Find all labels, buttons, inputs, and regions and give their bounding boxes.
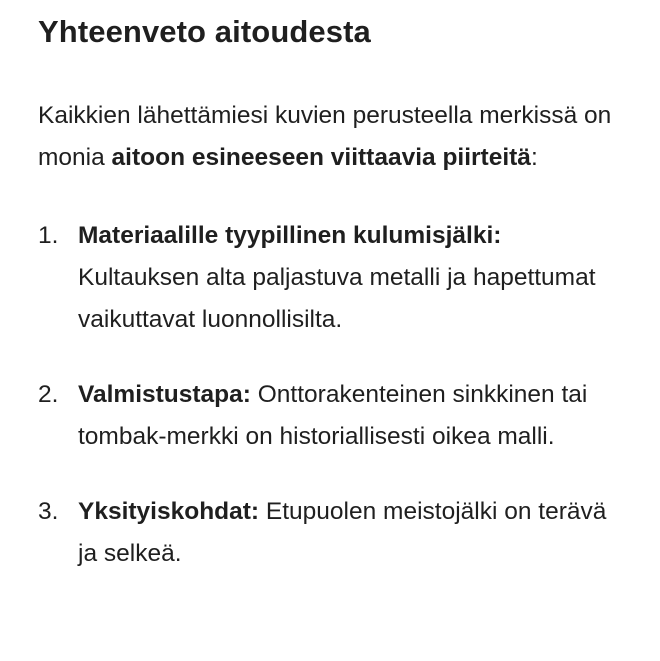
list-item <box>38 215 638 341</box>
intro-bold-phrase: aitoon esineeseen viittaavia piirteitä <box>111 144 531 171</box>
list-item-title: Yksityiskohdat: <box>78 498 260 525</box>
list-item-title: Materiaalille tyypillinen kulumisjälki: <box>78 222 502 249</box>
list-item-body <box>78 215 626 341</box>
intro-text-start: Kaikkien lähettämiesi kuvien perusteella merkissä on monia <box>38 102 612 171</box>
list-item-text: Kultauksen alta paljastuva metalli ja hapettumat vaikuttavat luonnollisilta. <box>78 264 596 333</box>
list-item-text: Etupuolen meistojälki on terävä ja selkeä. <box>78 498 607 567</box>
summary-content <box>38 12 638 608</box>
feature-list <box>38 215 638 575</box>
list-item-number: 1. <box>38 222 59 249</box>
list-item <box>38 491 638 575</box>
intro-text-end: : <box>530 144 538 171</box>
list-item-body <box>78 491 626 575</box>
intro-paragraph <box>38 95 613 179</box>
list-item <box>38 374 638 458</box>
list-item-body <box>78 374 626 458</box>
list-item-number: 3. <box>38 498 59 525</box>
list-item-number: 2. <box>38 381 59 408</box>
list-item-title: Valmistustapa: <box>78 381 251 408</box>
page-title: Yhteenveto aitoudesta <box>38 14 371 49</box>
list-item-text: Onttorakenteinen sinkkinen tai tombak-merkki on historiallisesti oikea malli. <box>78 381 588 450</box>
